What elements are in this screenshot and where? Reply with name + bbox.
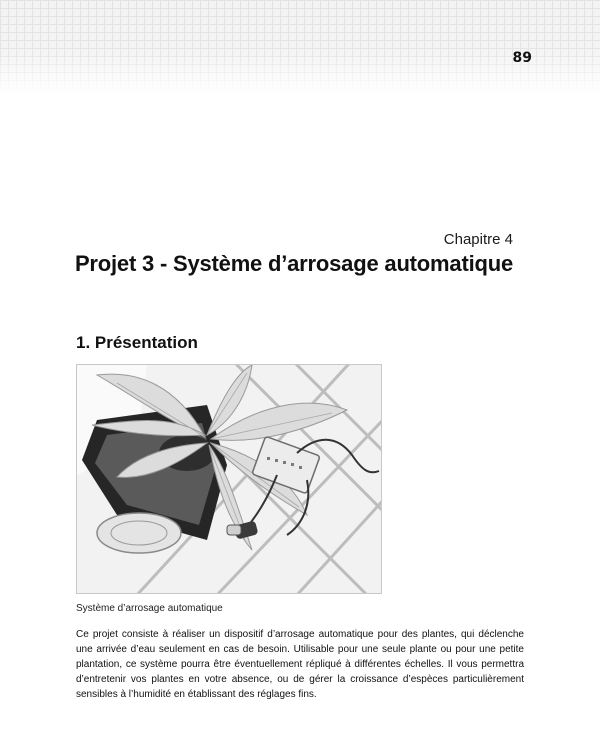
chapter-label: Chapitre 4 xyxy=(443,231,513,248)
section-heading: 1. Présentation xyxy=(76,333,198,352)
header-grid-band xyxy=(0,0,600,95)
chapter-title: Projet 3 - Système d’arrosage automatique xyxy=(74,251,513,276)
figure-photo xyxy=(76,364,382,594)
plant-photo-illustration xyxy=(77,365,381,593)
page-number: 89 xyxy=(512,50,532,66)
body-paragraph: Ce projet consiste à réaliser un dispositif d’arrosage automatique pour des plantes, qui déclenche une arrivée d’eau seulement en cas de besoin. Utilisable pour une seule plante ou pour une petite plantation, ce système pourra être éventuellement répliqué à différentes échelles. Il vous permettra d’entretenir vos plantes en votre absence, ou de gérer la croissance d’espèces particulièrement sensibles à l’humidité en établissant des réglages fins. xyxy=(76,629,524,700)
figure-caption: Système d’arrosage automatique xyxy=(76,603,223,614)
